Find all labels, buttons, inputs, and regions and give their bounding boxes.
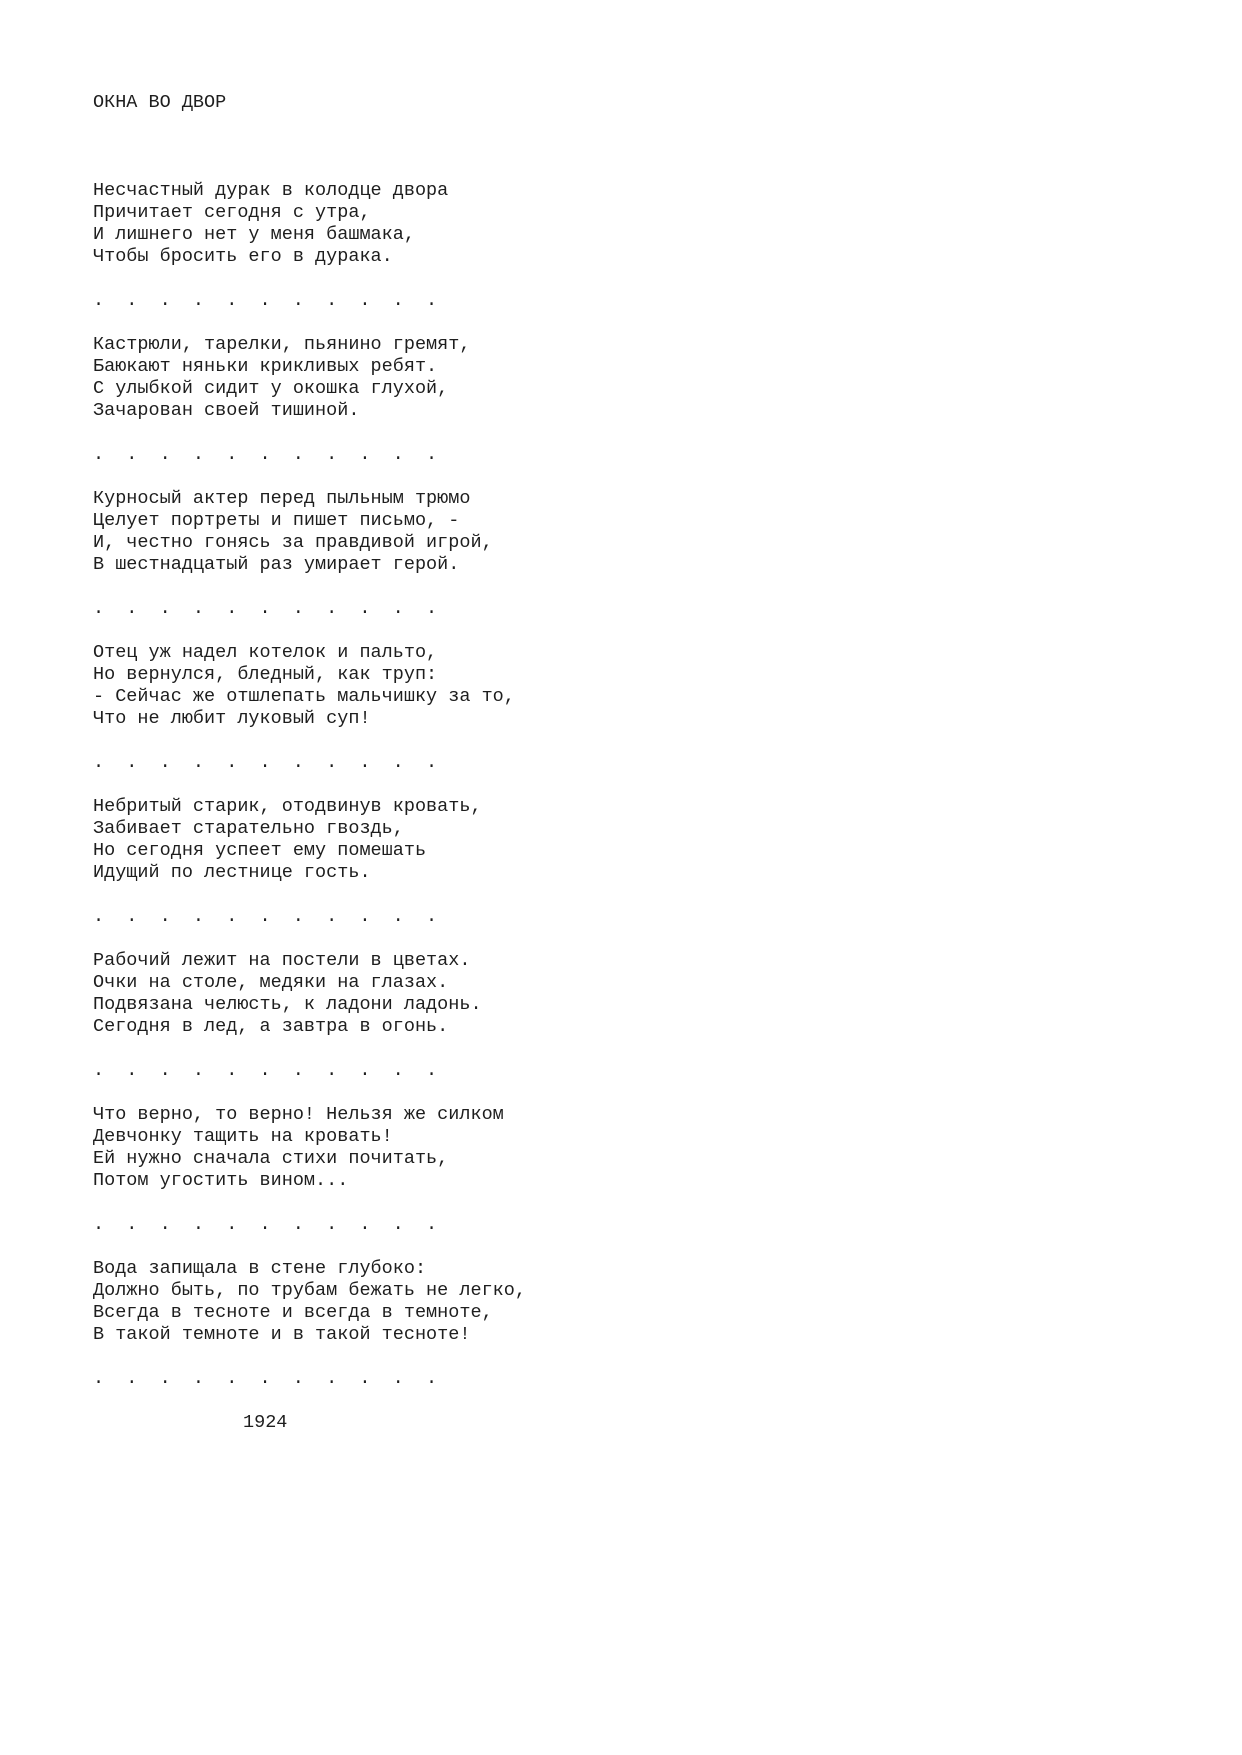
poem-body (93, 180, 1193, 1412)
poem-line: Но сегодня успеет ему помешать (93, 840, 427, 861)
separator-dot: . (126, 444, 138, 465)
blank-line (93, 730, 1193, 752)
stanza (93, 488, 1193, 576)
separator-dot: . (259, 1368, 271, 1389)
poem-line: Должно быть, по трубам бежать не легко, (93, 1280, 526, 1301)
separator-dot: . (126, 1214, 138, 1235)
separator-dot: . (126, 1368, 138, 1389)
separator-dot: . (192, 444, 204, 465)
poem-line: Девчонку тащить на кровать! (93, 1126, 393, 1147)
separator-dot: . (359, 906, 371, 927)
poem-line: Потом угостить вином... (93, 1170, 349, 1191)
separator-dot: . (392, 752, 404, 773)
poem-line: Кастрюли, тарелки, пьянино гремят, (93, 334, 471, 355)
separator-dot: . (93, 290, 105, 311)
separator-dot: . (126, 752, 138, 773)
poem-line: Вода запищала в стене глубоко: (93, 1258, 427, 1279)
separator-dot: . (425, 1060, 438, 1081)
poem-line: Несчастный дурак в колодце двора (93, 180, 449, 201)
separator-dot: . (259, 1060, 271, 1081)
separator-dot: . (359, 752, 371, 773)
separator-dot: . (226, 290, 238, 311)
separator-dot: . (292, 906, 304, 927)
separator-dot: . (192, 906, 204, 927)
poem-title: ОКНА ВО ДВОР (93, 92, 227, 113)
separator-dot: . (93, 1214, 105, 1235)
poem-line: Причитает сегодня с утра, (93, 202, 371, 223)
dot-separator (93, 290, 1193, 312)
separator-dot: . (425, 752, 438, 773)
poem-line: Но вернулся, бледный, как труп: (93, 664, 438, 685)
separator-dot: . (259, 906, 271, 927)
separator-dot: . (359, 1060, 371, 1081)
dot-separator (93, 598, 1193, 620)
separator-dot: . (259, 752, 271, 773)
stanza (93, 1258, 1193, 1346)
separator-dot: . (292, 290, 304, 311)
separator-dot: . (159, 290, 171, 311)
separator-dot: . (226, 598, 238, 619)
blank-line (93, 620, 1193, 642)
separator-dot: . (259, 290, 271, 311)
separator-dot: . (259, 1214, 271, 1235)
blank-line (93, 268, 1193, 290)
separator-dot: . (359, 444, 371, 465)
poem-line: Целует портреты и пишет письмо, - (93, 510, 460, 531)
separator-dot: . (392, 598, 404, 619)
blank-line (93, 1192, 1193, 1214)
separator-dot: . (226, 1060, 238, 1081)
separator-dot: . (126, 906, 138, 927)
separator-dot: . (292, 598, 304, 619)
separator-dot: . (226, 752, 238, 773)
blank-line (93, 1082, 1193, 1104)
dot-separator (93, 1214, 1193, 1236)
separator-dot: . (159, 752, 171, 773)
separator-dot: . (425, 906, 438, 927)
separator-dot: . (326, 1368, 338, 1389)
separator-dot: . (126, 290, 138, 311)
separator-dot: . (159, 1368, 171, 1389)
stanza (93, 796, 1193, 884)
separator-dot: . (192, 598, 204, 619)
blank-line (93, 466, 1193, 488)
separator-dot: . (93, 906, 105, 927)
separator-dot: . (159, 598, 171, 619)
stanza (93, 180, 1193, 268)
separator-dot: . (392, 444, 404, 465)
separator-dot: . (425, 1368, 438, 1389)
poem-line: В шестнадцатый раз умирает герой. (93, 554, 460, 575)
separator-dot: . (326, 290, 338, 311)
separator-dot: . (326, 1214, 338, 1235)
poem-year: 1924 (243, 1412, 288, 1433)
dot-separator (93, 444, 1193, 466)
separator-dot: . (93, 444, 105, 465)
poem-line: Забивает старательно гвоздь, (93, 818, 404, 839)
poem-line: Очки на столе, медяки на глазах. (93, 972, 449, 993)
dot-separator (93, 906, 1193, 928)
poem-line: Что верно, то верно! Нельзя же силком (93, 1104, 504, 1125)
separator-dot: . (292, 1368, 304, 1389)
separator-dot: . (292, 1214, 304, 1235)
separator-dot: . (326, 598, 338, 619)
blank-line (93, 312, 1193, 334)
separator-dot: . (425, 598, 438, 619)
separator-dot: . (93, 598, 105, 619)
poem-line: И лишнего нет у меня башмака, (93, 224, 415, 245)
poem-line: Что не любит луковый суп! (93, 708, 371, 729)
separator-dot: . (192, 1368, 204, 1389)
separator-dot: . (392, 906, 404, 927)
separator-dot: . (159, 1060, 171, 1081)
separator-dot: . (192, 752, 204, 773)
separator-dot: . (93, 1060, 105, 1081)
poem-line: И, честно гонясь за правдивой игрой, (93, 532, 493, 553)
separator-dot: . (392, 290, 404, 311)
separator-dot: . (192, 290, 204, 311)
separator-dot: . (93, 1368, 105, 1389)
poem-line: - Сейчас же отшлепать мальчишку за то, (93, 686, 515, 707)
separator-dot: . (359, 1214, 371, 1235)
separator-dot: . (326, 1060, 338, 1081)
blank-line (93, 884, 1193, 906)
separator-dot: . (259, 444, 271, 465)
blank-line (93, 576, 1193, 598)
blank-line (93, 1390, 1193, 1412)
separator-dot: . (392, 1214, 404, 1235)
poem-line: Зачарован своей тишиной. (93, 400, 360, 421)
separator-dot: . (359, 1368, 371, 1389)
stanza (93, 1104, 1193, 1192)
separator-dot: . (159, 906, 171, 927)
separator-dot: . (226, 1368, 238, 1389)
separator-dot: . (292, 444, 304, 465)
separator-dot: . (326, 906, 338, 927)
separator-dot: . (226, 1214, 238, 1235)
separator-dot: . (359, 290, 371, 311)
poem-line: Отец уж надел котелок и пальто, (93, 642, 438, 663)
separator-dot: . (359, 598, 371, 619)
poem-line: Всегда в тесноте и всегда в темноте, (93, 1302, 493, 1323)
blank-line (93, 1346, 1193, 1368)
dot-separator (93, 752, 1193, 774)
poem-line: Подвязана челюсть, к ладони ладонь. (93, 994, 482, 1015)
separator-dot: . (425, 290, 438, 311)
separator-dot: . (126, 598, 138, 619)
separator-dot: . (192, 1060, 204, 1081)
poem-line: В такой темноте и в такой тесноте! (93, 1324, 471, 1345)
separator-dot: . (392, 1060, 404, 1081)
poem-line: Баюкают няньки крикливых ребят. (93, 356, 438, 377)
poem-line: Небритый старик, отодвинув кровать, (93, 796, 482, 817)
separator-dot: . (425, 1214, 438, 1235)
separator-dot: . (192, 1214, 204, 1235)
stanza (93, 334, 1193, 422)
separator-dot: . (259, 598, 271, 619)
separator-dot: . (392, 1368, 404, 1389)
stanza (93, 950, 1193, 1038)
separator-dot: . (425, 444, 438, 465)
poem-line: Чтобы бросить его в дурака. (93, 246, 393, 267)
separator-dot: . (226, 444, 238, 465)
stanza (93, 642, 1193, 730)
poem-line: Идущий по лестнице гость. (93, 862, 371, 883)
blank-line (93, 422, 1193, 444)
poem-line: С улыбкой сидит у окошка глухой, (93, 378, 449, 399)
separator-dot: . (126, 1060, 138, 1081)
dot-separator (93, 1368, 1193, 1390)
blank-line (93, 928, 1193, 950)
separator-dot: . (226, 906, 238, 927)
separator-dot: . (159, 444, 171, 465)
separator-dot: . (292, 1060, 304, 1081)
separator-dot: . (292, 752, 304, 773)
blank-line (93, 1236, 1193, 1258)
separator-dot: . (159, 1214, 171, 1235)
separator-dot: . (93, 752, 105, 773)
poem-line: Ей нужно сначала стихи почитать, (93, 1148, 449, 1169)
blank-line (93, 1038, 1193, 1060)
poem-line: Рабочий лежит на постели в цветах. (93, 950, 471, 971)
poem-line: Курносый актер перед пыльным трюмо (93, 488, 471, 509)
dot-separator (93, 1060, 1193, 1082)
separator-dot: . (326, 752, 338, 773)
separator-dot: . (326, 444, 338, 465)
blank-line (93, 774, 1193, 796)
poem-line: Сегодня в лед, а завтра в огонь. (93, 1016, 449, 1037)
